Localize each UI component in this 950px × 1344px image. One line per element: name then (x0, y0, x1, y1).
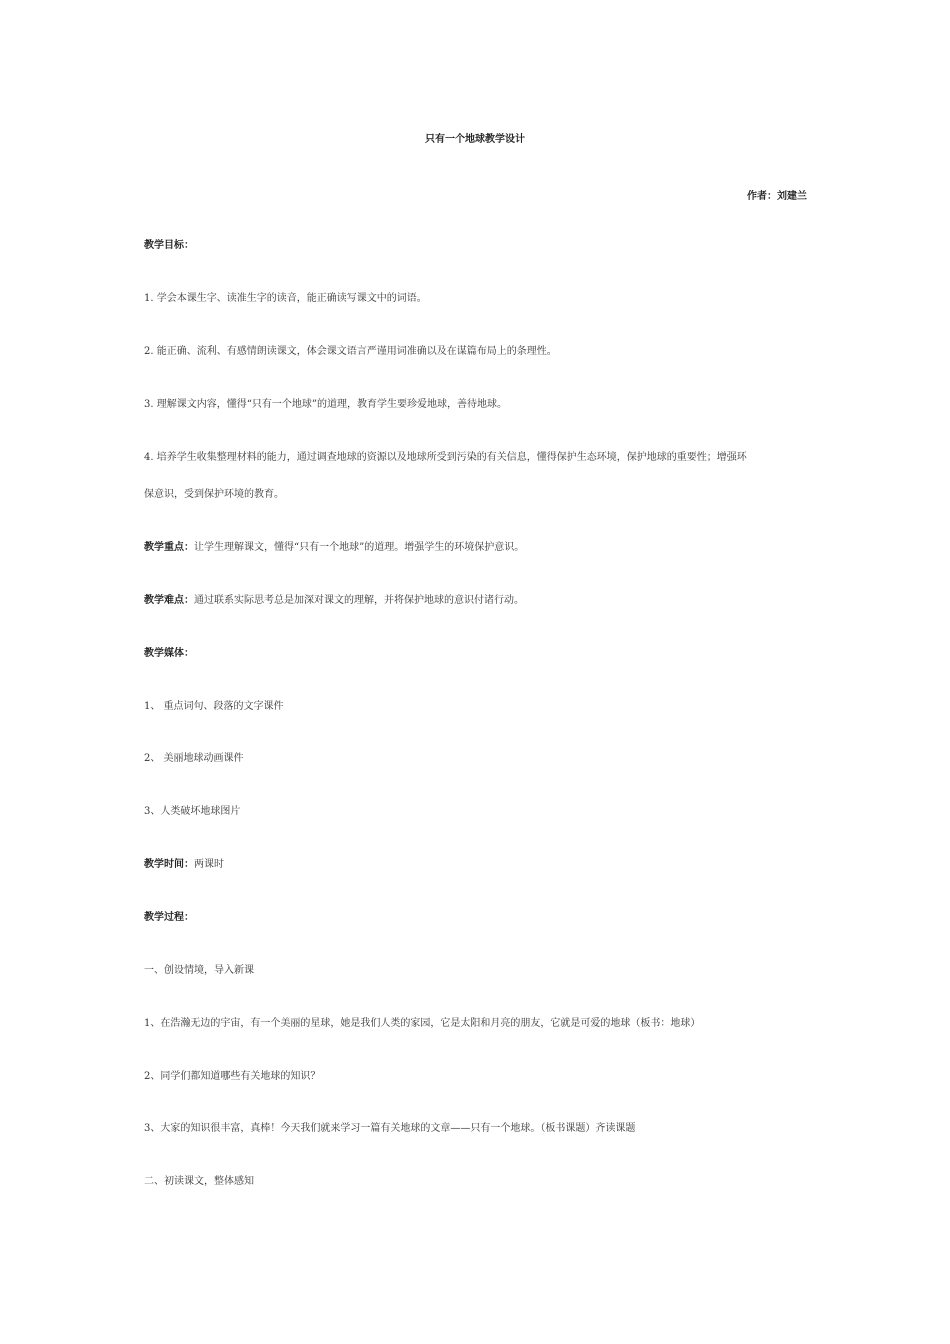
media-item-1: 1、 重点词句、段落的文字课件 (144, 701, 284, 712)
goal-item-4: 4. 培养学生收集整理材料的能力，通过调查地球的资源以及地球所受到污染的有关信息，懂得保护生态环境，保护地球的重要性；增强环 (144, 452, 747, 463)
difficulty-paragraph (144, 594, 807, 608)
author-line: 作者：刘建兰 (747, 191, 807, 202)
process-item-1: 1、在浩瀚无边的宇宙，有一个美丽的星球，她是我们人类的家园，它是太阳和月亮的朋友，它就是可爱的地球（板书：地球） (144, 1018, 701, 1029)
document-title: 只有一个地球教学设计 (425, 134, 525, 145)
time-label: 教学时间： (144, 859, 194, 870)
time-text: 两课时 (194, 859, 224, 870)
goals-heading: 教学目标： (144, 240, 194, 251)
difficulty-label: 教学难点： (144, 595, 194, 606)
section-heading-1: 一、创设情境，导入新课 (144, 965, 254, 976)
time-paragraph (144, 858, 807, 872)
goal-item-3: 3. 理解课文内容，懂得“只有一个地球”的道理，教育学生要珍爱地球，善待地球。 (144, 399, 507, 410)
process-heading: 教学过程： (144, 912, 194, 923)
key-point-paragraph (144, 541, 807, 555)
goal-item-1: 1. 学会本课生字、读准生字的读音，能正确读写课文中的词语。 (144, 293, 427, 304)
goal-item-2: 2. 能正确、流利、有感情朗读课文，体会课文语言严谨用词准确以及在谋篇布局上的条理性。 (144, 346, 557, 357)
process-item-2: 2、同学们都知道哪些有关地球的知识？ (144, 1071, 321, 1082)
media-heading: 教学媒体： (144, 648, 194, 659)
media-item-2: 2、 美丽地球动画课件 (144, 753, 244, 764)
key-point-text: 让学生理解课文，懂得“只有一个地球”的道理。增强学生的环境保护意识。 (194, 542, 525, 553)
goal-item-4-continued: 保意识，受到保护环境的教育。 (144, 489, 284, 500)
key-point-label: 教学重点： (144, 542, 194, 553)
process-item-3: 3、大家的知识很丰富，真棒！今天我们就来学习一篇有关地球的文章——只有一个地球。（板书课题）齐读课题 (144, 1123, 636, 1134)
difficulty-text: 通过联系实际思考总是加深对课文的理解，并将保护地球的意识付诸行动。 (194, 595, 524, 606)
media-item-3: 3、人类破坏地球图片 (144, 806, 241, 817)
section-heading-2: 二、初读课文，整体感知 (144, 1176, 254, 1187)
